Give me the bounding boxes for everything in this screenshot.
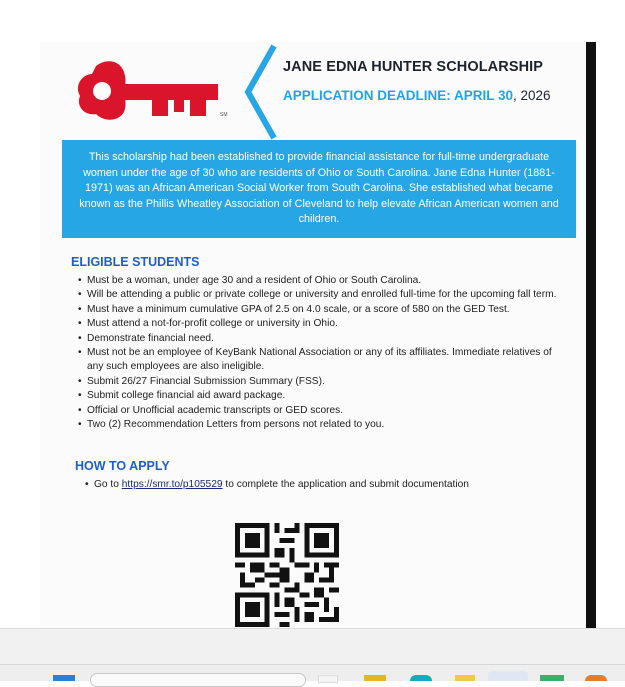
browser-icon[interactable]	[585, 675, 607, 681]
list-item: • Submit 26/27 Financial Submission Summary (FSS).	[78, 375, 568, 389]
folder-icon[interactable]	[364, 675, 386, 681]
apply-suffix: to complete the application and submit documentation	[222, 479, 469, 490]
taskbar-search[interactable]	[90, 673, 306, 687]
list-item: • Must attend a not-for-profit college or university in Ohio.	[78, 317, 568, 331]
edge-browser-icon[interactable]	[410, 675, 432, 681]
qr-code-icon	[235, 523, 339, 627]
list-item: • Must have a minimum cumulative GPA of 2.5 on 4.0 scale, or a score of 580 on the GED Test.	[78, 303, 568, 317]
list-item: • Must not be an employee of KeyBank National Association or any of its affiliates. Immediate relatives of any such employees are also ineligible.	[78, 346, 568, 375]
eligible-list	[78, 274, 568, 432]
trademark-mark: SM	[220, 112, 228, 118]
application-link[interactable]: https://smr.to/p105529	[121, 479, 223, 490]
scholarship-flyer	[40, 42, 588, 628]
taskbar-app-icon[interactable]	[318, 675, 338, 683]
eligible-heading: ELIGIBLE STUDENTS	[71, 255, 200, 269]
windows-start-icon[interactable]	[53, 675, 75, 681]
key-logo-icon	[76, 56, 236, 122]
intro-banner: This scholarship had been established to provide financial assistance for full-time undergraduate women under the age of 30 who are residents of Ohio or South Carolina. Jane Edna Hunter (1881-1971) was an African American Social Worker from South Carolina. She established what became known as the Phillis Wheatley Association of Cleveland to help elevate African American women and children.	[62, 140, 576, 238]
list-item: • Demonstrate financial need.	[78, 332, 568, 346]
how-to-apply-list	[85, 478, 555, 492]
right-edge-bar	[586, 42, 596, 628]
desktop-strip	[0, 628, 625, 665]
top-whitespace	[0, 0, 625, 42]
taskbar	[0, 664, 625, 681]
deadline-year: , 2026	[513, 88, 551, 103]
list-item	[85, 478, 555, 492]
how-to-apply-heading: HOW TO APPLY	[75, 459, 170, 473]
taskbar-app-icon[interactable]	[455, 675, 475, 681]
list-item: • Must be a woman, under age 30 and a resident of Ohio or South Carolina.	[78, 274, 568, 288]
taskbar-app-icon[interactable]	[540, 675, 564, 681]
application-deadline	[283, 88, 551, 103]
list-item: • Two (2) Recommendation Letters from persons not related to you.	[78, 418, 568, 432]
apply-prefix: Go to	[94, 479, 122, 490]
list-item: • Submit college financial aid award package.	[78, 389, 568, 403]
deadline-label: APPLICATION DEADLINE: APRIL 30	[283, 88, 514, 103]
chevron-icon	[240, 44, 280, 140]
scholarship-title: JANE EDNA HUNTER SCHOLARSHIP	[283, 59, 544, 75]
list-item: • Official or Unofficial academic transcripts or GED scores.	[78, 404, 568, 418]
list-item: • Will be attending a public or private college or university and enrolled full-time for the upcoming fall term.	[78, 288, 568, 302]
